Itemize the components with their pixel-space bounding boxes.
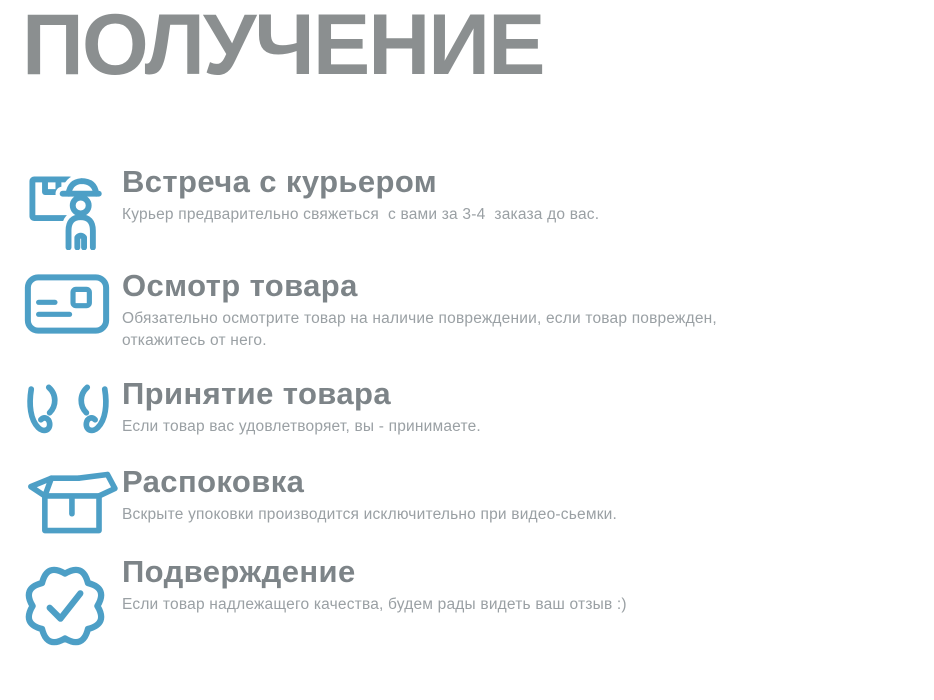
step-text (122, 164, 904, 226)
step-title: Осмотр товара (122, 268, 358, 303)
open-box-icon (24, 464, 122, 538)
step-accept-goods (24, 376, 904, 439)
step-description: Обязательно осмотрите товар на наличие повреждении, если товар поврежден, откажитесь от него. (122, 310, 722, 349)
courier-icon (24, 164, 122, 250)
step-inspect-goods (24, 268, 904, 352)
step-title: Распоковка (122, 464, 305, 499)
step-title: Подверждение (122, 554, 356, 589)
badge-check-icon (24, 554, 122, 652)
page-title: ПОЛУЧЕНИЕ (22, 0, 544, 93)
step-text (122, 376, 904, 438)
step-description: Если товар надлежащего качества, будем рады видеть ваш отзыв :) (122, 596, 627, 613)
step-description: Вскрыте упоковки производится исключительно при видео-сьемки. (122, 506, 618, 523)
step-text (122, 464, 904, 526)
open-hands-icon (24, 376, 122, 439)
step-description: Если товар вас удовлетворяет, вы - принимаете. (122, 418, 481, 435)
step-title: Принятие товара (122, 376, 391, 411)
step-confirmation (24, 554, 904, 652)
step-meet-courier (24, 164, 904, 250)
goods-inspection-card-icon (24, 268, 122, 335)
step-text (122, 554, 904, 616)
step-description: Курьер предварительно свяжеться с вами за 3-4 заказа до вас. (122, 206, 600, 223)
step-text (122, 268, 904, 352)
step-unpacking (24, 464, 904, 538)
step-title: Встреча с курьером (122, 164, 438, 199)
